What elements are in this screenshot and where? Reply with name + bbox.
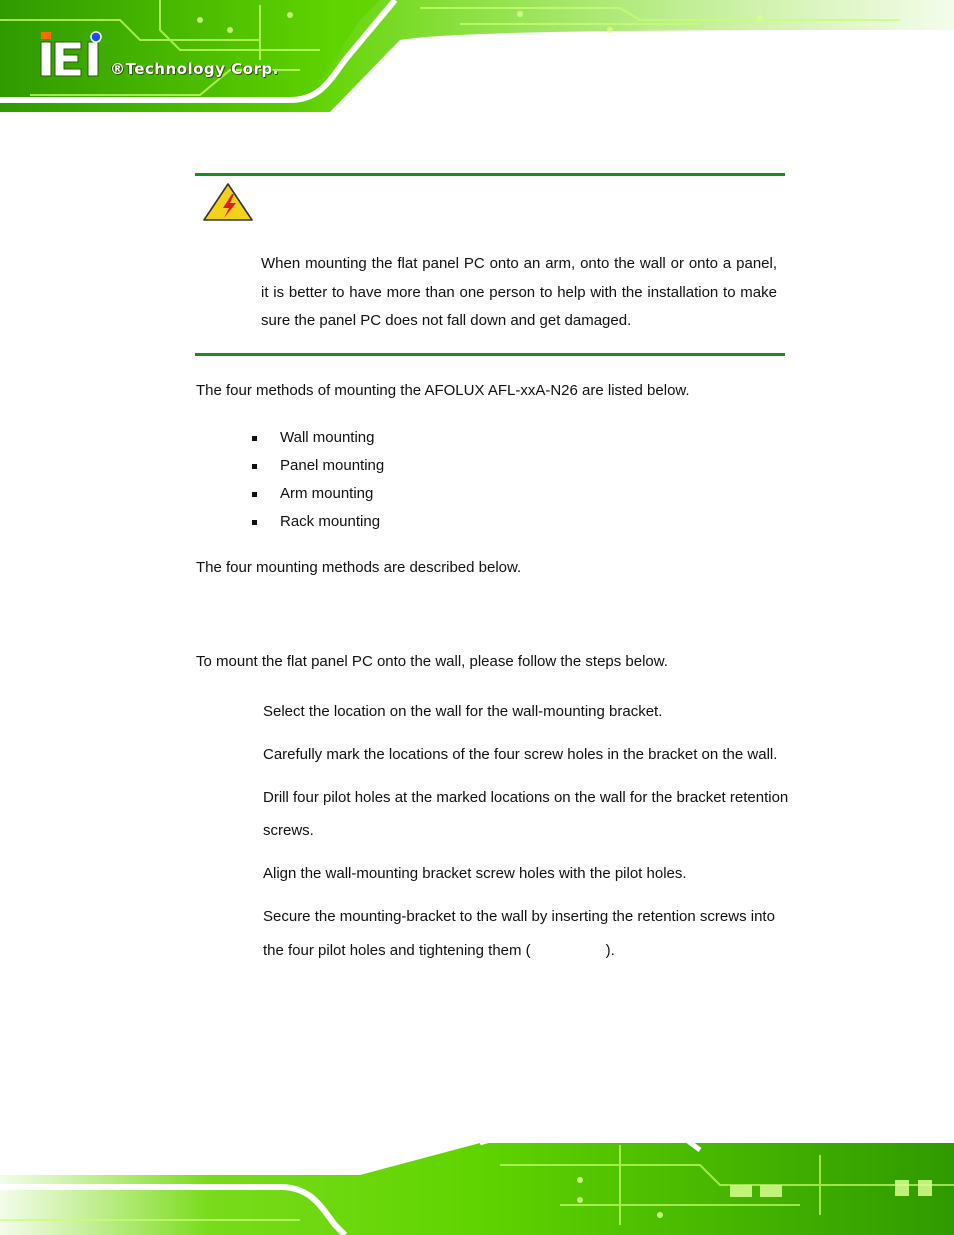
methods-described: The four mounting methods are described below. <box>196 559 522 576</box>
bullet-square-icon <box>252 520 257 525</box>
mounting-methods-list <box>252 424 384 536</box>
step-3-line-1: Drill four pilot holes at the marked locations on the wall for the bracket retention <box>263 789 789 806</box>
warning-top-rule <box>195 173 785 176</box>
list-item: Panel mounting <box>252 452 384 480</box>
header-banner <box>0 0 954 112</box>
bullet-square-icon <box>252 436 257 441</box>
bullet-square-icon <box>252 464 257 469</box>
iei-logo-icon <box>38 30 108 80</box>
step-2: Carefully mark the locations of the four screw holes in the bracket on the wall. <box>263 746 778 763</box>
company-logo <box>38 30 108 80</box>
bullet-square-icon <box>252 492 257 497</box>
warning-bottom-rule <box>195 353 785 356</box>
step-3-line-2: screws. <box>263 822 314 839</box>
step-5-line-2: the four pilot holes and tightening them ( ). <box>263 942 615 959</box>
company-name: ®Technology Corp. <box>110 60 279 78</box>
warning-icon <box>202 182 254 222</box>
step-5-line-1: Secure the mounting-bracket to the wall by inserting the retention screws into <box>263 908 775 925</box>
step-4: Align the wall-mounting bracket screw holes with the pilot holes. <box>263 865 687 882</box>
wall-mount-intro: To mount the flat panel PC onto the wall, please follow the steps below. <box>196 653 668 670</box>
list-item: Arm mounting <box>252 480 384 508</box>
mounting-intro: The four methods of mounting the AFOLUX AFL-xxA-N26 are listed below. <box>196 382 690 399</box>
warning-text: When mounting the flat panel PC onto an arm, onto the wall or onto a panel, it is better to have more than one person to help with the installation to make sure the panel PC does not fall down and get damaged. <box>261 255 777 329</box>
step-1: Select the location on the wall for the wall-mounting bracket. <box>263 703 663 720</box>
footer-banner <box>0 1125 954 1235</box>
list-item: Rack mounting <box>252 508 384 536</box>
list-item: Wall mounting <box>252 424 384 452</box>
